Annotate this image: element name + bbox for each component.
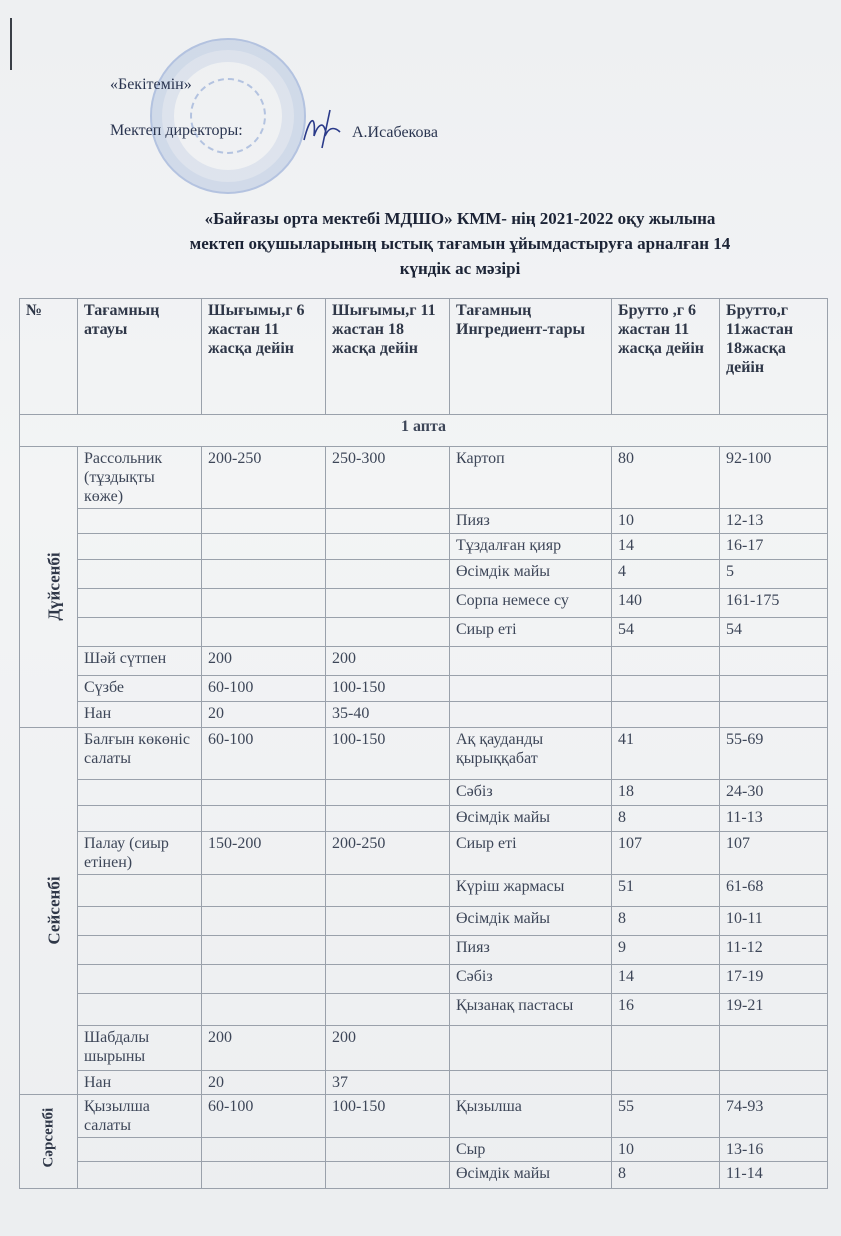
yield-11-18-cell [326,509,450,534]
brutto-11-18-cell: 107 [720,832,828,875]
brutto-11-18-cell: 11-13 [720,806,828,832]
table-row [20,1162,828,1189]
yield-11-18-cell [326,618,450,647]
week-label: 1 апта [20,415,828,447]
yield-11-18-cell [326,1162,450,1189]
brutto-6-11-cell: 9 [612,936,720,965]
ingredient-cell [450,647,612,676]
table-row [20,806,828,832]
header-dish-name: Тағамның атауы [78,299,202,415]
yield-11-18-cell: 35-40 [326,702,450,728]
table-row [20,728,828,780]
brutto-11-18-cell: 11-12 [720,936,828,965]
brutto-6-11-cell [612,676,720,702]
approval-text: «Бекітемін» [110,76,192,93]
dish-name-cell: Қызылша салаты [78,1095,202,1138]
table-row [20,1071,828,1095]
dish-name-cell [78,907,202,936]
table-row [20,936,828,965]
yield-11-18-cell: 100-150 [326,728,450,780]
dish-name-cell [78,589,202,618]
title-line-3: күндік ас мәзірі [399,259,521,278]
table-row [20,907,828,936]
dish-name-cell: Шәй сүтпен [78,647,202,676]
ingredient-cell: Сыр [450,1138,612,1162]
ingredient-cell [450,676,612,702]
brutto-6-11-cell: 51 [612,875,720,907]
dish-name-cell [78,936,202,965]
brutto-6-11-cell: 14 [612,965,720,994]
header-brutto-11-18: Брутто,г 11жастан 18жасқа дейін [720,299,828,415]
brutto-6-11-cell: 54 [612,618,720,647]
day-label: Сәрсенбі [40,1107,56,1168]
brutto-6-11-cell: 8 [612,806,720,832]
dish-name-cell: Сүзбе [78,676,202,702]
yield-6-11-cell [202,936,326,965]
brutto-6-11-cell: 8 [612,907,720,936]
brutto-11-18-cell: 11-14 [720,1162,828,1189]
ingredient-cell [450,702,612,728]
table-row [20,676,828,702]
brutto-11-18-cell: 92-100 [720,447,828,509]
brutto-6-11-cell: 14 [612,534,720,560]
table-row [20,994,828,1026]
ingredient-cell: Өсімдік майы [450,560,612,589]
yield-6-11-cell [202,560,326,589]
table-row [20,832,828,875]
dish-name-cell: Шабдалы шырыны [78,1026,202,1071]
yield-11-18-cell [326,965,450,994]
yield-11-18-cell [326,994,450,1026]
ingredient-cell [450,1071,612,1095]
dish-name-cell [78,1162,202,1189]
table-row [20,875,828,907]
yield-11-18-cell: 200-250 [326,832,450,875]
brutto-6-11-cell [612,702,720,728]
ingredient-cell: Пияз [450,936,612,965]
brutto-11-18-cell [720,676,828,702]
brutto-6-11-cell: 140 [612,589,720,618]
yield-11-18-cell [326,806,450,832]
ingredient-cell: Сорпа немесе су [450,589,612,618]
brutto-11-18-cell: 54 [720,618,828,647]
yield-6-11-cell [202,875,326,907]
day-cell [20,1095,78,1189]
table-row [20,647,828,676]
brutto-11-18-cell: 13-16 [720,1138,828,1162]
dish-name-cell [78,618,202,647]
table-row [20,965,828,994]
yield-6-11-cell: 60-100 [202,676,326,702]
yield-6-11-cell: 150-200 [202,832,326,875]
brutto-11-18-cell: 55-69 [720,728,828,780]
ingredient-cell: Ақ қауданды қырыққабат [450,728,612,780]
brutto-6-11-cell [612,1026,720,1071]
yield-11-18-cell [326,780,450,806]
brutto-11-18-cell [720,1071,828,1095]
yield-11-18-cell: 100-150 [326,1095,450,1138]
brutto-6-11-cell: 41 [612,728,720,780]
dish-name-cell [78,1138,202,1162]
ingredient-cell: Қызанақ пастасы [450,994,612,1026]
yield-6-11-cell [202,994,326,1026]
yield-11-18-cell: 37 [326,1071,450,1095]
day-label: Дүйсенбі [44,552,64,621]
title-line-2: мектеп оқушыларының ыстық тағамын ұйымдастыруға арналған 14 [189,234,731,253]
menu-table [19,298,828,1189]
brutto-11-18-cell: 74-93 [720,1095,828,1138]
yield-11-18-cell [326,1138,450,1162]
dish-name-cell [78,994,202,1026]
brutto-6-11-cell: 8 [612,1162,720,1189]
ingredient-cell: Сәбіз [450,780,612,806]
week-row [20,415,828,447]
yield-6-11-cell: 200 [202,1026,326,1071]
brutto-11-18-cell: 5 [720,560,828,589]
yield-6-11-cell: 20 [202,1071,326,1095]
header-brutto-6-11: Брутто ,г 6 жастан 11 жасқа дейін [612,299,720,415]
dish-name-cell: Балғын көкөніс салаты [78,728,202,780]
yield-6-11-cell: 200 [202,647,326,676]
ingredient-cell: Өсімдік майы [450,806,612,832]
yield-11-18-cell [326,907,450,936]
yield-11-18-cell: 250-300 [326,447,450,509]
table-row [20,509,828,534]
brutto-6-11-cell: 10 [612,509,720,534]
yield-11-18-cell [326,875,450,907]
dish-name-cell [78,780,202,806]
brutto-6-11-cell: 55 [612,1095,720,1138]
brutto-11-18-cell: 19-21 [720,994,828,1026]
dish-name-cell [78,965,202,994]
day-cell [20,447,78,728]
yield-6-11-cell [202,534,326,560]
header-ingredients: Тағамның Ингредиент-тары [450,299,612,415]
header-yield-6-11: Шығымы,г 6 жастан 11 жасқа дейін [202,299,326,415]
ingredient-cell: Күріш жармасы [450,875,612,907]
yield-6-11-cell [202,618,326,647]
ingredient-cell: Өсімдік майы [450,1162,612,1189]
dish-name-cell [78,806,202,832]
brutto-11-18-cell: 12-13 [720,509,828,534]
dish-name-cell [78,560,202,589]
ingredient-cell: Сәбіз [450,965,612,994]
dish-name-cell: Рассольник (тұздықты көже) [78,447,202,509]
brutto-11-18-cell: 17-19 [720,965,828,994]
ingredient-cell [450,1026,612,1071]
yield-6-11-cell [202,509,326,534]
brutto-6-11-cell [612,1071,720,1095]
brutto-11-18-cell: 16-17 [720,534,828,560]
brutto-11-18-cell: 61-68 [720,875,828,907]
yield-6-11-cell: 20 [202,702,326,728]
brutto-11-18-cell [720,702,828,728]
yield-11-18-cell [326,534,450,560]
dish-name-cell: Нан [78,702,202,728]
brutto-6-11-cell: 80 [612,447,720,509]
yield-6-11-cell [202,806,326,832]
director-name: А.Исабекова [352,124,438,141]
brutto-11-18-cell [720,1026,828,1071]
ingredient-cell: Қызылша [450,1095,612,1138]
brutto-6-11-cell: 4 [612,560,720,589]
dish-name-cell [78,509,202,534]
header-yield-11-18: Шығымы,г 11 жастан 18 жасқа дейін [326,299,450,415]
table-row [20,589,828,618]
table-row [20,1095,828,1138]
yield-11-18-cell: 100-150 [326,676,450,702]
yield-11-18-cell [326,589,450,618]
brutto-6-11-cell: 107 [612,832,720,875]
director-label: Мектеп директоры: [110,122,243,139]
yield-6-11-cell [202,780,326,806]
yield-6-11-cell: 60-100 [202,728,326,780]
yield-11-18-cell: 200 [326,647,450,676]
table-row [20,1026,828,1071]
yield-6-11-cell [202,1162,326,1189]
yield-11-18-cell [326,936,450,965]
table-row [20,1138,828,1162]
brutto-11-18-cell: 161-175 [720,589,828,618]
table-row [20,618,828,647]
brutto-6-11-cell: 16 [612,994,720,1026]
signature [300,106,348,150]
yield-6-11-cell [202,907,326,936]
edge-mark [10,18,12,70]
brutto-11-18-cell [720,647,828,676]
table-header-row [20,299,828,415]
official-seal [150,38,306,194]
day-label: Сейсенбі [44,876,64,945]
dish-name-cell: Нан [78,1071,202,1095]
document-title [90,206,830,281]
header-number: № [20,299,78,415]
brutto-6-11-cell: 18 [612,780,720,806]
brutto-6-11-cell: 10 [612,1138,720,1162]
brutto-11-18-cell: 24-30 [720,780,828,806]
dish-name-cell [78,534,202,560]
ingredient-cell: Картоп [450,447,612,509]
ingredient-cell: Пияз [450,509,612,534]
ingredient-cell: Тұздалған қияр [450,534,612,560]
table-row [20,780,828,806]
brutto-6-11-cell [612,647,720,676]
dish-name-cell [78,875,202,907]
dish-name-cell: Палау (сиыр етінен) [78,832,202,875]
yield-6-11-cell: 60-100 [202,1095,326,1138]
title-line-1: «Байғазы орта мектебі МДШО» КММ- нің 2021-2022 оқу жылына [204,209,716,228]
ingredient-cell: Өсімдік майы [450,907,612,936]
yield-6-11-cell: 200-250 [202,447,326,509]
ingredient-cell: Сиыр еті [450,618,612,647]
yield-11-18-cell [326,560,450,589]
day-cell [20,728,78,1095]
yield-6-11-cell [202,589,326,618]
table-row [20,534,828,560]
table-row [20,702,828,728]
table-row [20,447,828,509]
table-row [20,560,828,589]
ingredient-cell: Сиыр еті [450,832,612,875]
brutto-11-18-cell: 10-11 [720,907,828,936]
yield-6-11-cell [202,965,326,994]
yield-11-18-cell: 200 [326,1026,450,1071]
yield-6-11-cell [202,1138,326,1162]
